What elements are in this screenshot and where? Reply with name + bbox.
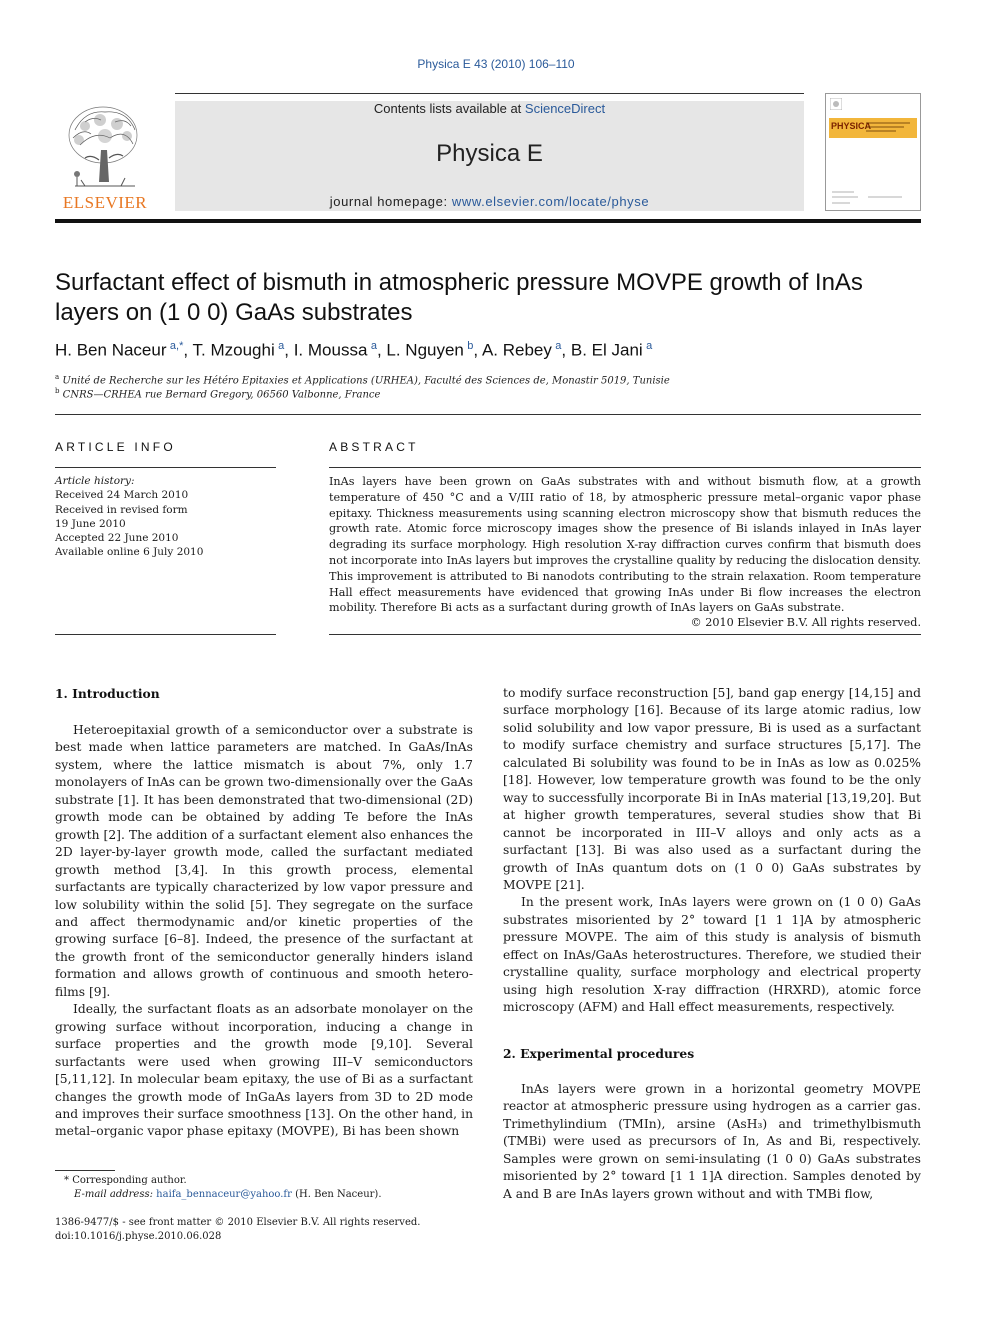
cover-logo-icon [830,98,842,110]
author-name: H. Ben Naceur [55,340,167,360]
affiliation-a: $^a$ Unité de Recherche sur les Hétéro Epitaxies et Applications (URHEA), Faculté des Sciences de, Monastir 5019, Tunisie [55,373,670,387]
author-affiliation-mark[interactable]: a [370,340,377,352]
history-line: Received in revised form [55,503,188,516]
paragraph: In the present work, InAs layers were grown on (1 0 0) GaAs substrates misoriented by 2° toward [1 1 1]A by atmospheric pressure MOVPE. The aim of this study is analysis of bismuth effect on InAs/GaAs heterostructures. Therefore, we studied their crystalline quality, surface morphology and electrical property using high resolution X-ray diffraction (HRXRD), atomic force microscopy (AFM) and Hall effect measurements, respectively. [503,895,921,1015]
author-name: B. El Jani [570,340,643,360]
section-title-experimental: 2. Experimental procedures [503,1046,695,1061]
author-list: H. Ben Naceur $^{a,*}$, T. Mzoughi $^a$, I. Moussa $^a$, L. Nguyen $^b$, A. Rebey $^a$, B. El Jani $^a$ [55,340,653,360]
paper-title: Surfactant effect of bismuth in atmospheric pressure MOVPE growth of InAs layers on (1 0 0) GaAs substrates [55,269,863,326]
footnote-rule [55,1170,115,1171]
paragraph: Ideally, the surfactant floats as an adsorbate monolayer on the growing surface without incorporation, inducing a change in surface properties and the growth mode [9,10]. Several surfactants were used when growing III–V semiconductors [5,11,12]. In molecular beam epitaxy, the use of Bi as a surfactant changes the growth mode of InGaAs layers from 3D to 2D mode and improves their surface smoothness [13]. On the other hand, in metal–organic vapor phase epitaxy (MOVPE), Bi has been shown [55,1002,473,1139]
homepage-line: journal homepage: www.elsevier.com/locate/physe [329,194,650,209]
cover-small-text-lines [832,189,912,207]
author-name: T. Mzoughi [192,340,275,360]
article-history: Article history: Received 24 March 2010 Received in revised form 19 June 2010 Accepted 22 June 2010 Available online 6 July 2010 [55,474,275,560]
abstract-top-rule [329,467,921,468]
article-info-heading: ARTICLE INFO [55,440,176,454]
abstract-text: InAs layers have been grown on GaAs substrates with and without bismuth flow, at a growth temperature of 450 °C and a V/III ratio of 18, by atmospheric pressure metal–organic vapor phase epitaxy. Thickness measurements using scanning electron microscopy show that bismuth reduces the growth rate. Atomic force microscopy images show the presence of Bi islands inlayed in InAs layer degrading its surface morphology. High resolution X-ray diffraction curves confirm that bismuth does not incorporate into InAs layers but improves the crystalline quality by reducing the dislocation density. This improvement is attributed to Bi nanodots contributing to the strain relaxation. Room temperature Hall effect measurements have evidenced that growing InAs under Bi flow increases the electron mobility. Therefore Bi acts as a surfactant during growth of InAs layers on GaAs substrate. [329,475,921,615]
right-column-text-top [503,685,921,1017]
abstract-bottom-rule [329,634,921,635]
section-title-introduction: 1. Introduction [55,686,160,701]
journal-homepage-link[interactable]: www.elsevier.com/locate/physe [451,194,650,209]
author-affiliation-mark[interactable]: a,* [169,340,184,352]
cover-band-lines [866,120,914,134]
article-info-top-rule [55,467,276,468]
affiliation-b: $^b$ CNRS—CRHEA rue Bernard Gregory, 06560 Valbonne, France [55,387,381,401]
abstract-copyright: © 2010 Elsevier B.V. All rights reserved. [690,616,921,629]
issn-line: 1386-9477/$ - see front matter © 2010 Elsevier B.V. All rights reserved. [55,1217,421,1228]
header-top-rule [175,93,804,94]
right-column-text-bottom [503,1081,921,1203]
affiliation-rule [55,414,921,415]
journal-name: Physica E [436,140,543,167]
history-line: Available online 6 July 2010 [55,546,204,559]
paragraph: InAs layers were grown in a horizontal geometry MOVPE reactor at atmospheric pressure using hydrogen as a carrier gas. Trimethylindium (TMIn), arsine (AsH₃) and trimethylbismuth (TMBi) were used as precursors of In, As and Bi, respectively. Samples were grown on semi-insulating (1 0 0) GaAs substrates misoriented by 2° toward [1 1 1]A direction. Samples denoted by A and B are InAs layers grown without and with TMBi flow, [503,1082,921,1201]
journal-citation-link[interactable]: Physica E 43 (2010) 106–110 [417,57,575,71]
email-note: E-mail address: haifa_bennaceur@yahoo.fr (H. Ben Naceur). [74,1189,382,1200]
history-line: Received 24 March 2010 [55,489,189,502]
author-name: I. Moussa [293,340,368,360]
author-affiliation-mark[interactable]: a [278,340,285,352]
header-bottom-rule [55,219,921,223]
doi-link[interactable]: doi:10.1016/j.physe.2010.06.028 [55,1231,222,1242]
history-line: Accepted 22 June 2010 [55,532,179,545]
cover-band-title: PHYSICA [831,121,872,131]
paragraph: to modify surface reconstruction [5], band gap energy [14,15] and surface morphology [16]. Because of its large atomic radius, low solid solubility and low vapor pressure, Bi is used as a surfactant to modify surface chemistry and surface structures [5,17]. The calculated Bi solubility was found to be in InAs as low as 0.025% [18]. However, low temperature growth was found to be the only way to successfully incorporate Bi in InAs material [13,19,20]. But at higher growth temperatures, several studies show that Bi cannot be incorporated in III–V alloys and only acts as a surfactant [13]. Bi was also used as a surfactant during the growth of InAs quantum dots on (1 0 0) GaAs substrates by MOVPE [21]. [503,686,921,892]
author-name: L. Nguyen [386,340,464,360]
history-line: 19 June 2010 [55,517,126,530]
left-column-text [55,722,473,1141]
author-affiliation-mark[interactable]: a [646,340,653,352]
sciencedirect-link[interactable]: ScienceDirect [524,101,606,116]
journal-cover-thumbnail [825,93,921,211]
article-info-bottom-rule [55,634,276,635]
corresponding-author-note: * Corresponding author. [64,1175,187,1186]
abstract-heading: ABSTRACT [329,440,419,454]
author-affiliation-mark[interactable]: a [555,340,562,352]
author-affiliation-mark[interactable]: b [467,340,474,352]
contents-line: Contents lists available at ScienceDirect [373,101,606,116]
paragraph: Heteroepitaxial growth of a semiconductor over a substrate is best made when lattice parameters are matched. In GaAs/InAs system, where the lattice mismatch is about 7%, only 1.7 monolayers of InAs can be grown two-dimensionally over the GaAs substrate [1]. It has been demonstrated that two-dimensional (2D) growth mode can be obtained by adding Te before the InAs growth [2]. The addition of a surfactant element also enhances the 2D layer-by-layer growth mode, called the surfactant mediated growth method [3,4]. In this growth process, elemental surfactants are typically characterized by low vapor pressure and low solubility within the solid [5]. They segregate on the surface and affect thermodynamic and/or kinetic properties of the growing surface [6–8]. Indeed, the presence of the surfactant at the growth front of the semiconductor generally hinders island formation and allows growth of continuous and smooth hetero-films [9]. [55,723,473,999]
publisher-wordmark: ELSEVIER [62,193,148,212]
author-name: A. Rebey [481,340,552,360]
author-email-link[interactable]: haifa_bennaceur@yahoo.fr [156,1189,292,1200]
